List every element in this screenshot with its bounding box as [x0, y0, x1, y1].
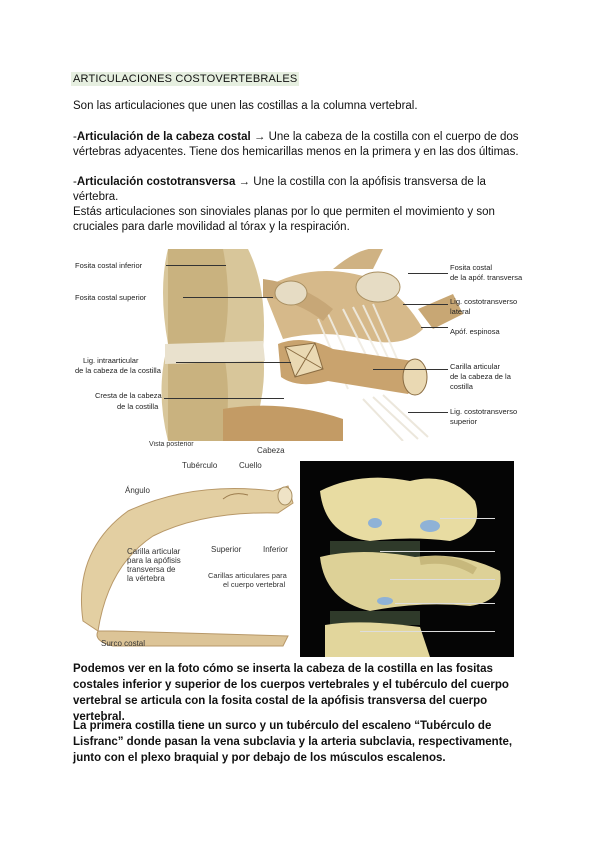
paragraph-foto: Podemos ver en la foto cómo se inserta la cabeza de la costilla en las fositas costales inferior y superior de los cuerpos vertebrales y el tubérculo del cuerpo vertebral se articula con la fosita costal de la apófisis transversa del cuerpo vertebral.	[73, 663, 509, 723]
label-carilla-1: Carilla articular	[450, 362, 501, 371]
label-fosita-apof-2: de la apóf. transversa	[450, 273, 523, 282]
item2-term: Articulación costotransversa	[76, 176, 236, 188]
label-carillas-1: Carillas articulares para	[208, 571, 287, 580]
item-cabeza-costal	[73, 130, 523, 160]
label-lig-intraarticular: Lig. intraarticular	[83, 356, 139, 365]
label-cresta: Cresta de la cabeza	[95, 391, 162, 400]
paragraph-primera-costilla: La primera costilla tiene un surco y un tubérculo del escaleno “Tubérculo de Lisfranc” donde pasan la vena subclavia y la arteria subclavia, respectivamente, junto con el plexo braquial y por debajo de los músculos escalenos.	[73, 720, 513, 764]
section-heading: ARTICULACIONES COSTOVERTEBRALES	[73, 73, 298, 85]
intro-paragraph: Son las articulaciones que unen las costillas a la columna vertebral.	[73, 100, 418, 112]
label-cuello: Cuello	[239, 461, 262, 470]
bone-photo-drawing	[300, 461, 514, 657]
label-lig-costo-lat-1: Lig. costotransverso	[450, 297, 518, 306]
item1-term: Articulación de la cabeza costal	[76, 131, 251, 143]
label-fosita-apof-1: Fosita costal	[450, 263, 493, 272]
label-carillas-2: el cuerpo vertebral	[223, 580, 286, 589]
label-apof-espinosa: Apóf. espinosa	[450, 327, 500, 336]
rib-posterior-view-illustration	[73, 441, 299, 655]
label-inferior: Inferior	[263, 545, 288, 554]
paragraph-sinoviales: Estás articulaciones son sinoviales planas por lo que permiten el movimiento y son cruciales para darle movilidad al tórax y la respiración.	[73, 206, 495, 233]
label-lig-costo-sup-2: superior	[450, 417, 478, 426]
label-fosita-costal-inferior: Fosita costal inferior	[75, 261, 143, 270]
label-carilla-3: costilla	[450, 382, 473, 391]
label-fosita-costal-superior: Fosita costal superior	[75, 293, 147, 302]
item2-text: → Une la costilla con la apófisis transversa de la vértebra.	[73, 176, 486, 203]
caption-vista-posterior: Vista posterior	[149, 441, 194, 448]
item-costotransversa	[73, 175, 533, 205]
label-tuberculo: Tubérculo	[182, 461, 218, 470]
label-superior: Superior	[211, 545, 242, 554]
label-carilla-2: de la cabeza de la	[450, 372, 511, 381]
item2-prefix: -	[73, 176, 77, 188]
label-lig-costo-lat-2: lateral	[450, 307, 471, 316]
label-angulo: Ángulo	[125, 486, 150, 495]
vertebra-rib-photo	[300, 461, 514, 657]
label-cabeza: Cabeza	[257, 446, 285, 455]
item1-prefix: -	[73, 131, 77, 143]
label-de-la-costilla: de la costilla	[117, 402, 159, 411]
label-surco-costal: Surco costal	[101, 639, 146, 648]
label-carilla-apof-1: Carilla articular	[127, 547, 181, 556]
label-carilla-apof-2: para la apófisis	[127, 556, 181, 565]
label-carilla-apof-4: la vértebra	[127, 574, 165, 583]
label-de-la-cabeza: de la cabeza de la costilla	[75, 366, 161, 375]
item1-text: → Une la cabeza de la costilla con el cuerpo de dos vértebras adyacentes. Tiene dos hemicarillas menos en la primera y en las dos últimas.	[73, 131, 519, 158]
costovertebral-joint-illustration	[73, 249, 525, 441]
label-lig-costo-sup-1: Lig. costotransverso	[450, 407, 518, 416]
label-carilla-apof-3: transversa de	[127, 565, 176, 574]
